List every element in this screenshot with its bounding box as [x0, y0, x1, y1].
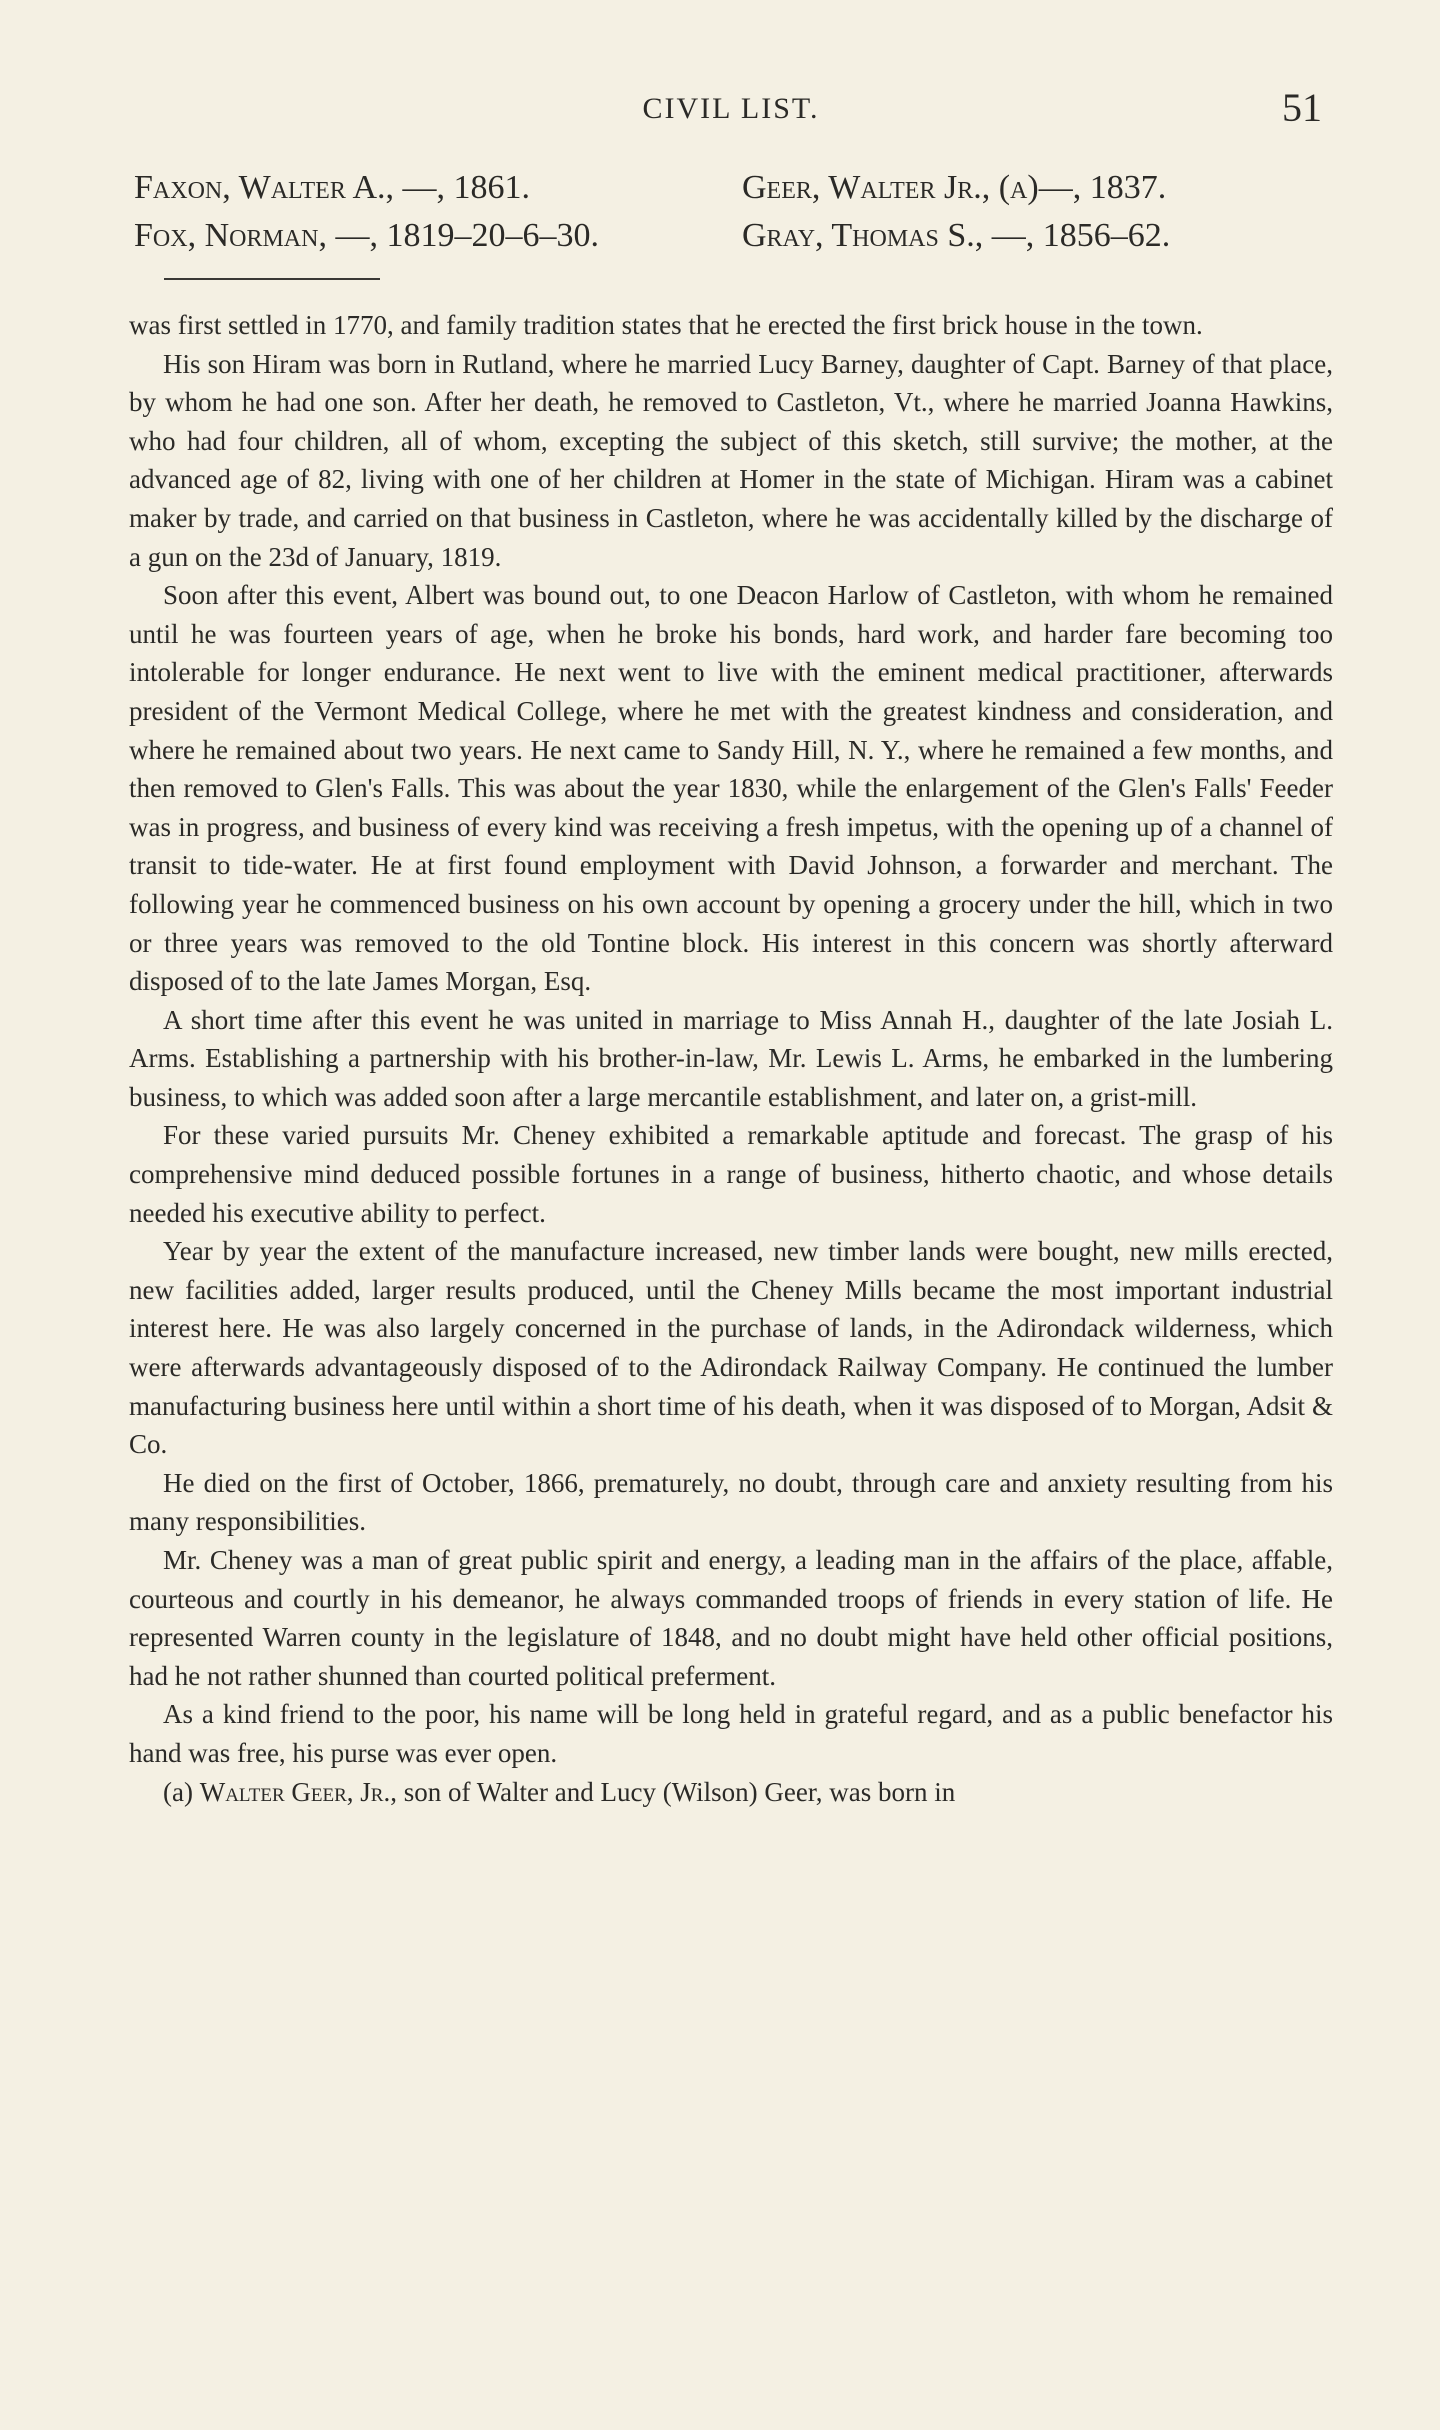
paragraph: Mr. Cheney was a man of great public spirit and energy, a leading man in the affairs of the place, affable, courteous and courtly in his demeanor, he always commanded troops of friends in every station of life. He represented Warren county in the legislature of 1848, and no doubt might have held other official positions, had he not rather shunned than courted political preferment. [129, 1545, 1333, 1691]
roster-entry: Geer, Walter Jr., (a)—, 1837. [742, 169, 1167, 206]
footnote-name: Walter Geer, Jr., [199, 1776, 397, 1807]
footnote-marker: (a) [163, 1776, 193, 1807]
roster-entry: Faxon, Walter A., —, 1861. [134, 169, 531, 206]
running-head [140, 84, 1322, 136]
footnote [129, 1773, 1333, 1812]
roster-entry: Gray, Thomas S., —, 1856–62. [742, 217, 1171, 254]
biography-text [129, 306, 1333, 1811]
roster-row [134, 164, 1334, 212]
paragraph: Soon after this event, Albert was bound out, to one Deacon Harlow of Castleton, with whom he remained until he was fourteen years of age, when he broke his bonds, hard work, and harder fare becoming too intolerable for longer endurance. He next went to live with the eminent medical practitioner, afterwards president of the Vermont Medical College, where he met with the greatest kindness and consideration, and where he remained about two years. He next came to Sandy Hill, N. Y., where he remained a few months, and then removed to Glen's Falls. This was about the year 1830, while the enlargement of the Glen's Falls' Feeder was in progress, and business of every kind was receiving a fresh impetus, with the opening up of a channel of transit to tide-water. He at first found employment with David Johnson, a forwarder and merchant. The following year he commenced business on his own account by opening a grocery under the hill, which in two or three years was removed to the old Tontine block. His interest in this concern was shortly afterward disposed of to the late James Morgan, Esq. [129, 580, 1333, 997]
roster-entry: Fox, Norman, —, 1819–20–6–30. [134, 217, 599, 254]
roster-row [134, 212, 1334, 260]
section-divider [164, 278, 380, 280]
paragraph: For these varied pursuits Mr. Cheney exhibited a remarkable aptitude and forecast. The grasp of his comprehensive mind deduced possible fortunes in a range of business, hitherto chaotic, and whose details needed his executive ability to perfect. [129, 1120, 1333, 1228]
paragraph: Year by year the extent of the manufacture increased, new timber lands were bought, new mills erected, new facilities added, larger results produced, until the Cheney Mills became the most important industrial interest here. He was also largely concerned in the purchase of lands, in the Adirondack wilderness, which were afterwards advantageously disposed of to the Adirondack Railway Company. He continued the lumber manufacturing business here until within a short time of his death, when it was disposed of to Morgan, Adsit & Co. [129, 1236, 1333, 1460]
page-number: 51 [1282, 85, 1322, 130]
paragraph: As a kind friend to the poor, his name will be long held in grateful regard, and as a public benefactor his hand was free, his purse was ever open. [129, 1699, 1333, 1768]
paragraph: He died on the first of October, 1866, prematurely, no doubt, through care and anxiety resulting from his many responsibilities. [129, 1467, 1333, 1537]
paragraph: His son Hiram was born in Rutland, where he married Lucy Barney, daughter of Capt. Barney of that place, by whom he had one son. After her death, he removed to Castleton, Vt., where he married Joanna Hawkins, who had four children, all of whom, excepting the subject of this sketch, still survive; the mother, at the advanced age of 82, living with one of her children at Homer in the state of Michigan. Hiram was a cabinet maker by trade, and carried on that business in Castleton, where he was accidentally killed by the discharge of a gun on the 23d of January, 1819. [129, 348, 1333, 572]
paragraph: was first settled in 1770, and family tradition states that he erected the first brick house in the town. [129, 310, 1203, 340]
footnote-text: son of Walter and Lucy (Wilson) Geer, was born in [403, 1776, 956, 1807]
page-title: CIVIL LIST. [642, 92, 820, 125]
civil-list-roster [134, 164, 1334, 260]
paragraph: A short time after this event he was united in marriage to Miss Annah H., daughter of the late Josiah L. Arms. Establishing a partnership with his brother-in-law, Mr. Lewis L. Arms, he embarked in the lumbering business, to which was added soon after a large mercantile establishment, and later on, a grist-mill. [129, 1004, 1333, 1112]
